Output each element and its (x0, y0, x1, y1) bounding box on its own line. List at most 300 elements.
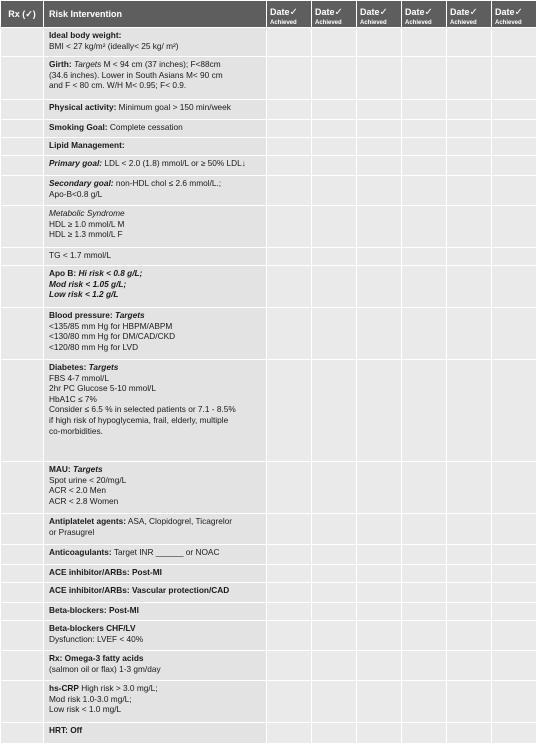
date-achieved-cell[interactable] (492, 651, 537, 681)
checkmark-icon: ✓ (289, 6, 298, 18)
risk-text-segment: <135/85 mm Hg for HBPM/ABPM (49, 320, 173, 331)
table-row-omega-3 (1, 651, 537, 681)
date-achieved-cell[interactable] (447, 621, 492, 651)
date-achieved-cell[interactable] (267, 156, 312, 176)
risk-intervention-cell (44, 156, 267, 176)
risk-text-segment: HDL ≥ 1.3 mmol/L F (49, 229, 123, 240)
checkmark-icon: ✓ (334, 6, 343, 18)
risk-text-segment: ASA, Clopidogrel, Ticagrelor (126, 516, 233, 526)
date-achieved-cell[interactable] (357, 583, 402, 603)
table-row-hrt (1, 723, 537, 744)
date-achieved-cell[interactable] (492, 57, 537, 100)
date-achieved-cell[interactable] (267, 651, 312, 681)
date-achieved-cell[interactable] (492, 120, 537, 138)
date-text: Date (315, 6, 335, 17)
date-achieved-cell[interactable] (312, 621, 357, 651)
date-achieved-cell[interactable] (312, 266, 357, 308)
risk-text-segment: Smoking Goal: (49, 122, 108, 132)
date-achieved-cell[interactable] (447, 266, 492, 308)
checkmark-icon: ✓ (424, 6, 433, 18)
table-row-ace-arbs-post-mi (1, 565, 537, 583)
risk-intervention-cell (44, 360, 267, 462)
date-achieved-cell[interactable] (357, 462, 402, 514)
risk-text-segment: High risk > 3.0 mg/L; (78, 683, 158, 693)
date-achieved-cell[interactable] (312, 462, 357, 514)
risk-text-segment: Complete cessation (107, 122, 183, 132)
rx-check-cell[interactable] (1, 723, 44, 744)
date-achieved-cell[interactable] (357, 28, 402, 57)
risk-text-segment: HRT: Off (49, 725, 83, 735)
date-achieved-cell[interactable] (312, 681, 357, 723)
risk-text-line (49, 342, 262, 353)
risk-text-line (49, 605, 262, 616)
date-achieved-cell[interactable] (402, 266, 447, 308)
date-achieved-cell[interactable] (402, 156, 447, 176)
date-achieved-cell[interactable] (267, 248, 312, 266)
date-achieved-cell[interactable] (492, 266, 537, 308)
risk-intervention-cell (44, 545, 267, 565)
date-achieved-cell[interactable] (492, 308, 537, 360)
table-row-secondary-goal (1, 176, 537, 206)
rx-column-header: Rx (✓) (1, 1, 44, 28)
risk-text-line (49, 331, 262, 342)
date-achieved-cell[interactable] (402, 100, 447, 120)
date-achieved-cell[interactable] (447, 156, 492, 176)
risk-text-line (49, 383, 262, 394)
risk-intervention-cell (44, 138, 267, 156)
risk-text-segment: ACR < 2.0 Men (49, 485, 106, 496)
date-achieved-cell[interactable] (312, 723, 357, 744)
date-label (405, 7, 433, 17)
date-achieved-cell[interactable] (402, 138, 447, 156)
date-label (315, 7, 343, 17)
rx-check-cell[interactable] (1, 120, 44, 138)
table-row-triglycerides (1, 248, 537, 266)
date-achieved-cell[interactable] (492, 621, 537, 651)
risk-text-segment: Mod risk < 1.05 g/L; (49, 278, 127, 289)
date-text: Date (405, 6, 425, 17)
date-label (360, 7, 388, 17)
date-achieved-cell[interactable] (312, 651, 357, 681)
date-achieved-cell[interactable] (312, 156, 357, 176)
risk-text-line (49, 694, 262, 705)
risk-text-segment: Apo-B<0.8 g/L (49, 188, 103, 199)
date-achieved-cell[interactable] (492, 28, 537, 57)
risk-text-segment: Spot urine < 20/mg/L (49, 474, 127, 485)
risk-text-line (49, 189, 262, 200)
risk-text-segment: Secondary goal: (49, 178, 114, 188)
risk-intervention-cell (44, 57, 267, 100)
date-achieved-cell[interactable] (357, 120, 402, 138)
risk-intervention-cell (44, 206, 267, 248)
rx-check-cell[interactable] (1, 603, 44, 621)
risk-text-line (49, 178, 262, 189)
date-achieved-cell[interactable] (447, 603, 492, 621)
risk-text-segment: <120/80 mm Hg for LVD (49, 341, 139, 352)
date-achieved-cell[interactable] (267, 100, 312, 120)
table-row-anticoagulants (1, 545, 537, 565)
date-achieved-cell[interactable] (447, 57, 492, 100)
rx-check-cell[interactable] (1, 248, 44, 266)
date-achieved-cell[interactable] (402, 603, 447, 621)
date-achieved-cell[interactable] (492, 723, 537, 744)
date-achieved-cell[interactable] (357, 266, 402, 308)
risk-intervention-cell (44, 514, 267, 545)
risk-text-segment: Consider ≤ 6.5 % in selected patients or 7.1 - 8.5% (49, 404, 236, 415)
date-achieved-cell[interactable] (357, 603, 402, 621)
date-achieved-cell[interactable] (402, 681, 447, 723)
date-achieved-cell[interactable] (447, 723, 492, 744)
risk-text-line (49, 527, 262, 538)
date-achieved-cell[interactable] (492, 681, 537, 723)
date-achieved-cell[interactable] (402, 565, 447, 583)
risk-text-segment: and F < 80 cm. W/H M< 0.95; F< 0.9. (49, 80, 187, 91)
risk-text-segment: Lipid Management: (49, 140, 125, 150)
risk-text-line (49, 268, 262, 279)
table-row-hs-crp (1, 681, 537, 723)
risk-text-line (49, 208, 262, 219)
date-achieved-cell[interactable] (267, 514, 312, 545)
header-row (1, 1, 537, 28)
date-achieved-cell[interactable] (492, 514, 537, 545)
date-achieved-cell[interactable] (447, 248, 492, 266)
risk-text-line (49, 102, 262, 113)
table-row-beta-blockers-chf (1, 621, 537, 651)
date-achieved-cell[interactable] (312, 248, 357, 266)
risk-text-line (49, 585, 262, 596)
date-achieved-cell[interactable] (447, 651, 492, 681)
date-achieved-cell[interactable] (402, 514, 447, 545)
date-achieved-cell[interactable] (267, 28, 312, 57)
date-achieved-cell[interactable] (267, 360, 312, 462)
risk-intervention-column-header: Risk Intervention (44, 1, 267, 28)
date-achieved-cell[interactable] (357, 621, 402, 651)
checkmark-icon: ✓ (514, 6, 523, 18)
table-row-primary-goal (1, 156, 537, 176)
rx-check-cell[interactable] (1, 583, 44, 603)
achieved-label: Achieved (495, 19, 522, 26)
date-achieved-cell[interactable] (267, 565, 312, 583)
risk-text-segment: Dysfunction: LVEF < 40% (49, 633, 144, 644)
rx-check-cell[interactable] (1, 176, 44, 206)
rx-check-cell[interactable] (1, 565, 44, 583)
rx-check-cell[interactable] (1, 514, 44, 545)
risk-text-segment: Metabolic Syndrome (49, 208, 125, 218)
risk-text-segment: ACE inhibitor/ARBs: Post-MI (49, 567, 162, 577)
date-achieved-cell[interactable] (402, 621, 447, 651)
date-achieved-cell[interactable] (267, 723, 312, 744)
date-achieved-cell[interactable] (312, 583, 357, 603)
date-achieved-cell[interactable] (492, 100, 537, 120)
date-achieved-cell[interactable] (447, 583, 492, 603)
date-achieved-cell[interactable] (312, 138, 357, 156)
date-achieved-cell[interactable] (402, 723, 447, 744)
date-achieved-cell[interactable] (447, 28, 492, 57)
risk-text-line (49, 704, 262, 715)
risk-text-line (49, 415, 262, 426)
risk-text-segment: HDL ≥ 1.0 mmol/L M (49, 218, 125, 229)
date-achieved-cell[interactable] (492, 565, 537, 583)
date-achieved-cell[interactable] (447, 138, 492, 156)
risk-text-line (49, 394, 262, 405)
date-achieved-column-header (492, 1, 537, 28)
risk-intervention-cell (44, 583, 267, 603)
risk-text-segment: hs-CRP (49, 683, 79, 693)
table-body (1, 28, 537, 744)
risk-text-line (49, 623, 262, 634)
risk-text-line (49, 725, 262, 736)
risk-text-line (49, 475, 262, 486)
risk-intervention-cell (44, 603, 267, 621)
date-achieved-cell[interactable] (357, 138, 402, 156)
date-achieved-cell[interactable] (402, 176, 447, 206)
rx-check-cell[interactable] (1, 138, 44, 156)
date-achieved-cell[interactable] (492, 360, 537, 462)
date-text: Date (495, 6, 515, 17)
risk-text-segment: MAU: (49, 464, 73, 474)
date-achieved-cell[interactable] (267, 603, 312, 621)
risk-text-segment: Physical activity: (49, 102, 117, 112)
risk-text-segment: Beta-blockers: Post-MI (49, 605, 139, 615)
risk-text-segment: ACR < 2.8 Women (49, 495, 119, 506)
date-achieved-cell[interactable] (267, 57, 312, 100)
risk-text-line (49, 321, 262, 332)
date-achieved-cell[interactable] (447, 565, 492, 583)
rx-check-cell[interactable] (1, 681, 44, 723)
date-achieved-cell[interactable] (267, 583, 312, 603)
date-achieved-cell[interactable] (312, 100, 357, 120)
rx-check-cell[interactable] (1, 266, 44, 308)
risk-text-line (49, 158, 262, 169)
date-achieved-cell[interactable] (492, 206, 537, 248)
date-achieved-cell[interactable] (357, 651, 402, 681)
risk-text-line (49, 634, 262, 645)
risk-intervention-cell (44, 462, 267, 514)
date-label (270, 7, 298, 17)
date-achieved-cell[interactable] (357, 248, 402, 266)
date-achieved-cell[interactable] (357, 206, 402, 248)
date-achieved-cell[interactable] (447, 462, 492, 514)
risk-text-segment: Mod risk 1.0-3.0 mg/L; (49, 693, 132, 704)
date-achieved-cell[interactable] (357, 156, 402, 176)
date-achieved-cell[interactable] (357, 308, 402, 360)
rx-check-cell[interactable] (1, 651, 44, 681)
risk-text-line (49, 664, 262, 675)
date-label (450, 7, 478, 17)
risk-text-segment: Ideal body weight: (49, 30, 122, 40)
date-achieved-cell[interactable] (447, 308, 492, 360)
date-achieved-cell[interactable] (402, 248, 447, 266)
date-achieved-cell[interactable] (312, 514, 357, 545)
date-achieved-cell[interactable] (402, 120, 447, 138)
date-text: Date (450, 6, 470, 17)
date-achieved-cell[interactable] (357, 57, 402, 100)
risk-text-segment: Low risk < 1.2 g/L (49, 289, 119, 300)
risk-text-segment: M < 94 cm (37 inches); F<88cm (101, 59, 221, 69)
date-achieved-cell[interactable] (267, 176, 312, 206)
risk-text-segment: Antiplatelet agents: (49, 516, 126, 526)
date-achieved-cell[interactable] (357, 176, 402, 206)
risk-text-line (49, 80, 262, 91)
date-achieved-cell[interactable] (312, 308, 357, 360)
date-achieved-cell[interactable] (357, 360, 402, 462)
rx-check-cell[interactable] (1, 462, 44, 514)
date-achieved-cell[interactable] (402, 308, 447, 360)
date-achieved-cell[interactable] (267, 681, 312, 723)
rx-check-cell[interactable] (1, 206, 44, 248)
risk-text-segment: Target INR ______ or NOAC (111, 547, 220, 557)
date-achieved-cell[interactable] (447, 176, 492, 206)
achieved-label: Achieved (315, 19, 342, 26)
date-achieved-cell[interactable] (402, 583, 447, 603)
rx-check-cell[interactable] (1, 57, 44, 100)
date-achieved-cell[interactable] (312, 565, 357, 583)
risk-text-segment: ACE inhibitor/ARBs: Vascular protection/CAD (49, 585, 230, 595)
rx-check-cell[interactable] (1, 360, 44, 462)
date-achieved-cell[interactable] (267, 308, 312, 360)
date-achieved-cell[interactable] (492, 138, 537, 156)
table-row-diabetes (1, 360, 537, 462)
date-achieved-column-header (447, 1, 492, 28)
table-row-apo-b (1, 266, 537, 308)
risk-text-segment: Blood pressure: (49, 310, 115, 320)
risk-text-segment: if high risk of hypoglycemia, frail, elderly, multiple (49, 414, 229, 425)
date-achieved-cell[interactable] (357, 545, 402, 565)
risk-text-line (49, 70, 262, 81)
achieved-label: Achieved (450, 19, 477, 26)
date-achieved-cell[interactable] (447, 360, 492, 462)
risk-text-line (49, 547, 262, 558)
risk-text-line (49, 426, 262, 437)
risk-text-segment: Targets (73, 59, 102, 69)
date-achieved-cell[interactable] (447, 100, 492, 120)
risk-text-line (49, 122, 262, 133)
risk-intervention-cell (44, 723, 267, 744)
rx-check-cell[interactable] (1, 156, 44, 176)
risk-text-segment: non-HDL chol ≤ 2.6 mmol/L.; (113, 178, 222, 188)
table-row-beta-blockers-post-mi (1, 603, 537, 621)
risk-intervention-cell (44, 28, 267, 57)
risk-text-line (49, 567, 262, 578)
date-achieved-cell[interactable] (312, 206, 357, 248)
date-achieved-column-header (402, 1, 447, 28)
date-achieved-cell[interactable] (357, 100, 402, 120)
date-achieved-cell[interactable] (267, 462, 312, 514)
date-achieved-cell[interactable] (492, 545, 537, 565)
risk-text-line (49, 30, 262, 41)
date-achieved-cell[interactable] (267, 266, 312, 308)
date-achieved-cell[interactable] (312, 28, 357, 57)
rx-check-cell[interactable] (1, 308, 44, 360)
risk-text-line (49, 516, 262, 527)
date-achieved-cell[interactable] (447, 514, 492, 545)
date-achieved-cell[interactable] (312, 120, 357, 138)
date-achieved-cell[interactable] (312, 57, 357, 100)
date-achieved-cell[interactable] (402, 57, 447, 100)
date-achieved-cell[interactable] (447, 206, 492, 248)
date-achieved-cell[interactable] (402, 28, 447, 57)
checkmark-icon: ✓ (379, 6, 388, 18)
table-row-lipid-management (1, 138, 537, 156)
rx-check-cell[interactable] (1, 545, 44, 565)
table-row-physical-activity (1, 100, 537, 120)
risk-text-line (49, 362, 262, 373)
risk-intervention-cell (44, 565, 267, 583)
risk-intervention-cell (44, 266, 267, 308)
rx-check-cell[interactable] (1, 621, 44, 651)
date-text: Date (270, 6, 290, 17)
risk-text-segment: <130/80 mm Hg for DM/CAD/CKD (49, 331, 176, 342)
rx-check-cell[interactable] (1, 100, 44, 120)
date-achieved-cell[interactable] (402, 462, 447, 514)
rx-check-cell[interactable] (1, 28, 44, 57)
risk-text-line (49, 229, 262, 240)
risk-text-segment: FBS 4-7 mmol/L (49, 372, 109, 383)
date-achieved-cell[interactable] (267, 120, 312, 138)
date-achieved-cell[interactable] (267, 206, 312, 248)
risk-intervention-cell (44, 176, 267, 206)
table-row-ace-arbs-vascular (1, 583, 537, 603)
date-achieved-cell[interactable] (267, 545, 312, 565)
date-achieved-cell[interactable] (312, 545, 357, 565)
date-achieved-cell[interactable] (357, 514, 402, 545)
risk-text-line (49, 310, 262, 321)
date-text: Date (360, 6, 380, 17)
date-achieved-cell[interactable] (492, 156, 537, 176)
date-achieved-cell[interactable] (312, 176, 357, 206)
date-achieved-cell[interactable] (402, 206, 447, 248)
risk-text-line (49, 683, 262, 694)
table-row-antiplatelet-agents (1, 514, 537, 545)
date-achieved-cell[interactable] (357, 565, 402, 583)
achieved-label: Achieved (360, 19, 387, 26)
date-achieved-cell[interactable] (492, 603, 537, 621)
risk-intervention-cell (44, 681, 267, 723)
date-achieved-cell[interactable] (357, 681, 402, 723)
achieved-label: Achieved (270, 19, 297, 26)
date-achieved-cell[interactable] (267, 621, 312, 651)
risk-intervention-cell (44, 308, 267, 360)
checkmark-icon: ✓ (469, 6, 478, 18)
date-achieved-cell[interactable] (402, 545, 447, 565)
risk-text-segment: Targets (72, 464, 103, 474)
risk-text-segment: or Prasugrel (49, 526, 95, 537)
date-achieved-cell[interactable] (447, 545, 492, 565)
risk-text-segment: Low risk < 1.0 mg/L (49, 704, 122, 715)
date-achieved-cell[interactable] (492, 248, 537, 266)
risk-intervention-cell (44, 100, 267, 120)
risk-text-segment: Targets (114, 310, 145, 320)
date-achieved-cell[interactable] (447, 120, 492, 138)
date-achieved-cell[interactable] (357, 723, 402, 744)
table-row-mau (1, 462, 537, 514)
date-achieved-cell[interactable] (312, 360, 357, 462)
date-achieved-cell[interactable] (402, 360, 447, 462)
risk-text-segment: Primary goal: (49, 158, 103, 168)
risk-text-segment: LDL < 2.0 (1.8) mmol/L or ≥ 50% LDL↓ (102, 158, 246, 168)
date-achieved-cell[interactable] (267, 138, 312, 156)
date-achieved-cell[interactable] (312, 603, 357, 621)
date-achieved-cell[interactable] (492, 583, 537, 603)
date-achieved-cell[interactable] (402, 651, 447, 681)
risk-text-segment: Rx: Omega-3 fatty acids (49, 653, 144, 663)
date-achieved-cell[interactable] (492, 176, 537, 206)
date-label (495, 7, 523, 17)
date-achieved-cell[interactable] (492, 462, 537, 514)
risk-intervention-cell (44, 120, 267, 138)
risk-text-segment: Girth: (49, 59, 74, 69)
date-achieved-cell[interactable] (447, 681, 492, 723)
